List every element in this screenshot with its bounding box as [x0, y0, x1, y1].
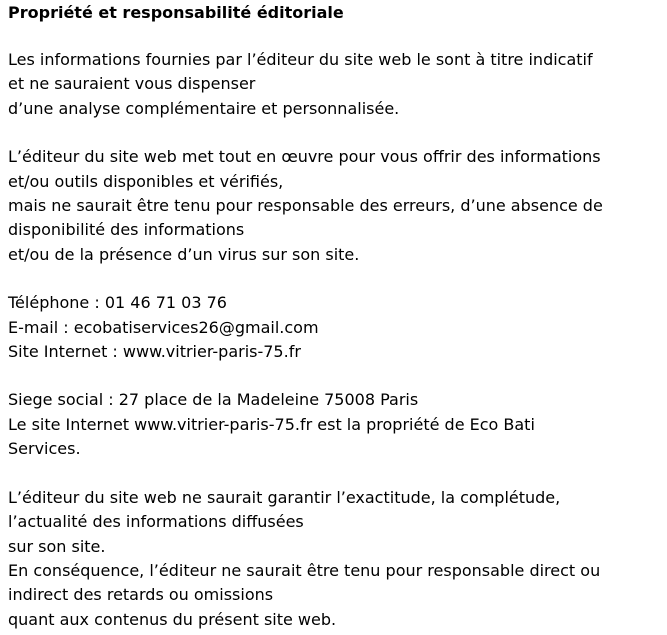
responsibility-paragraph: [8, 145, 659, 267]
text-line: disponibilité des informations: [8, 220, 245, 240]
disclaimer-paragraph: [8, 48, 659, 121]
text-line: En conséquence, l’éditeur ne saurait être tenu pour responsable direct ou: [8, 560, 601, 580]
page-title: Propriété et responsabilité éditoriale: [8, 3, 344, 22]
text-line: sur son site.: [8, 536, 106, 556]
text-line: d’une analyse complémentaire et personnalisée.: [8, 98, 400, 118]
email-line: E-mail : ecobatiservices26@gmail.com: [8, 317, 319, 337]
text-line: L’éditeur du site web met tout en œuvre pour vous offrir des informations: [8, 147, 601, 167]
text-line: mais ne saurait être tenu pour responsable des erreurs, d’une absence de: [8, 196, 603, 216]
text-line: et/ou outils disponibles et vérifiés,: [8, 171, 284, 191]
address-line: Siege social : 27 place de la Madeleine 75008 Paris: [8, 390, 419, 410]
accuracy-paragraph: [8, 486, 659, 632]
text-line: quant aux contenus du présent site web.: [8, 609, 337, 629]
text-line: l’actualité des informations diffusées: [8, 512, 304, 532]
company-paragraph: [8, 388, 659, 461]
phone-line: Téléphone : 01 46 71 03 76: [8, 293, 227, 313]
text-line: Le site Internet www.vitrier-paris-75.fr est la propriété de Eco Bati: [8, 414, 535, 434]
text-line: Les informations fournies par l’éditeur du site web le sont à titre indicatif: [8, 50, 593, 69]
text-line: et ne sauraient vous dispenser: [8, 74, 256, 94]
text-line: L’éditeur du site web ne saurait garantir l’exactitude, la complétude,: [8, 487, 561, 507]
text-line: Services.: [8, 439, 81, 459]
contact-paragraph: [8, 291, 659, 364]
website-line: Site Internet : www.vitrier-paris-75.fr: [8, 342, 301, 362]
text-line: et/ou de la présence d’un virus sur son site.: [8, 244, 360, 264]
text-line: indirect des retards ou omissions: [8, 585, 274, 605]
